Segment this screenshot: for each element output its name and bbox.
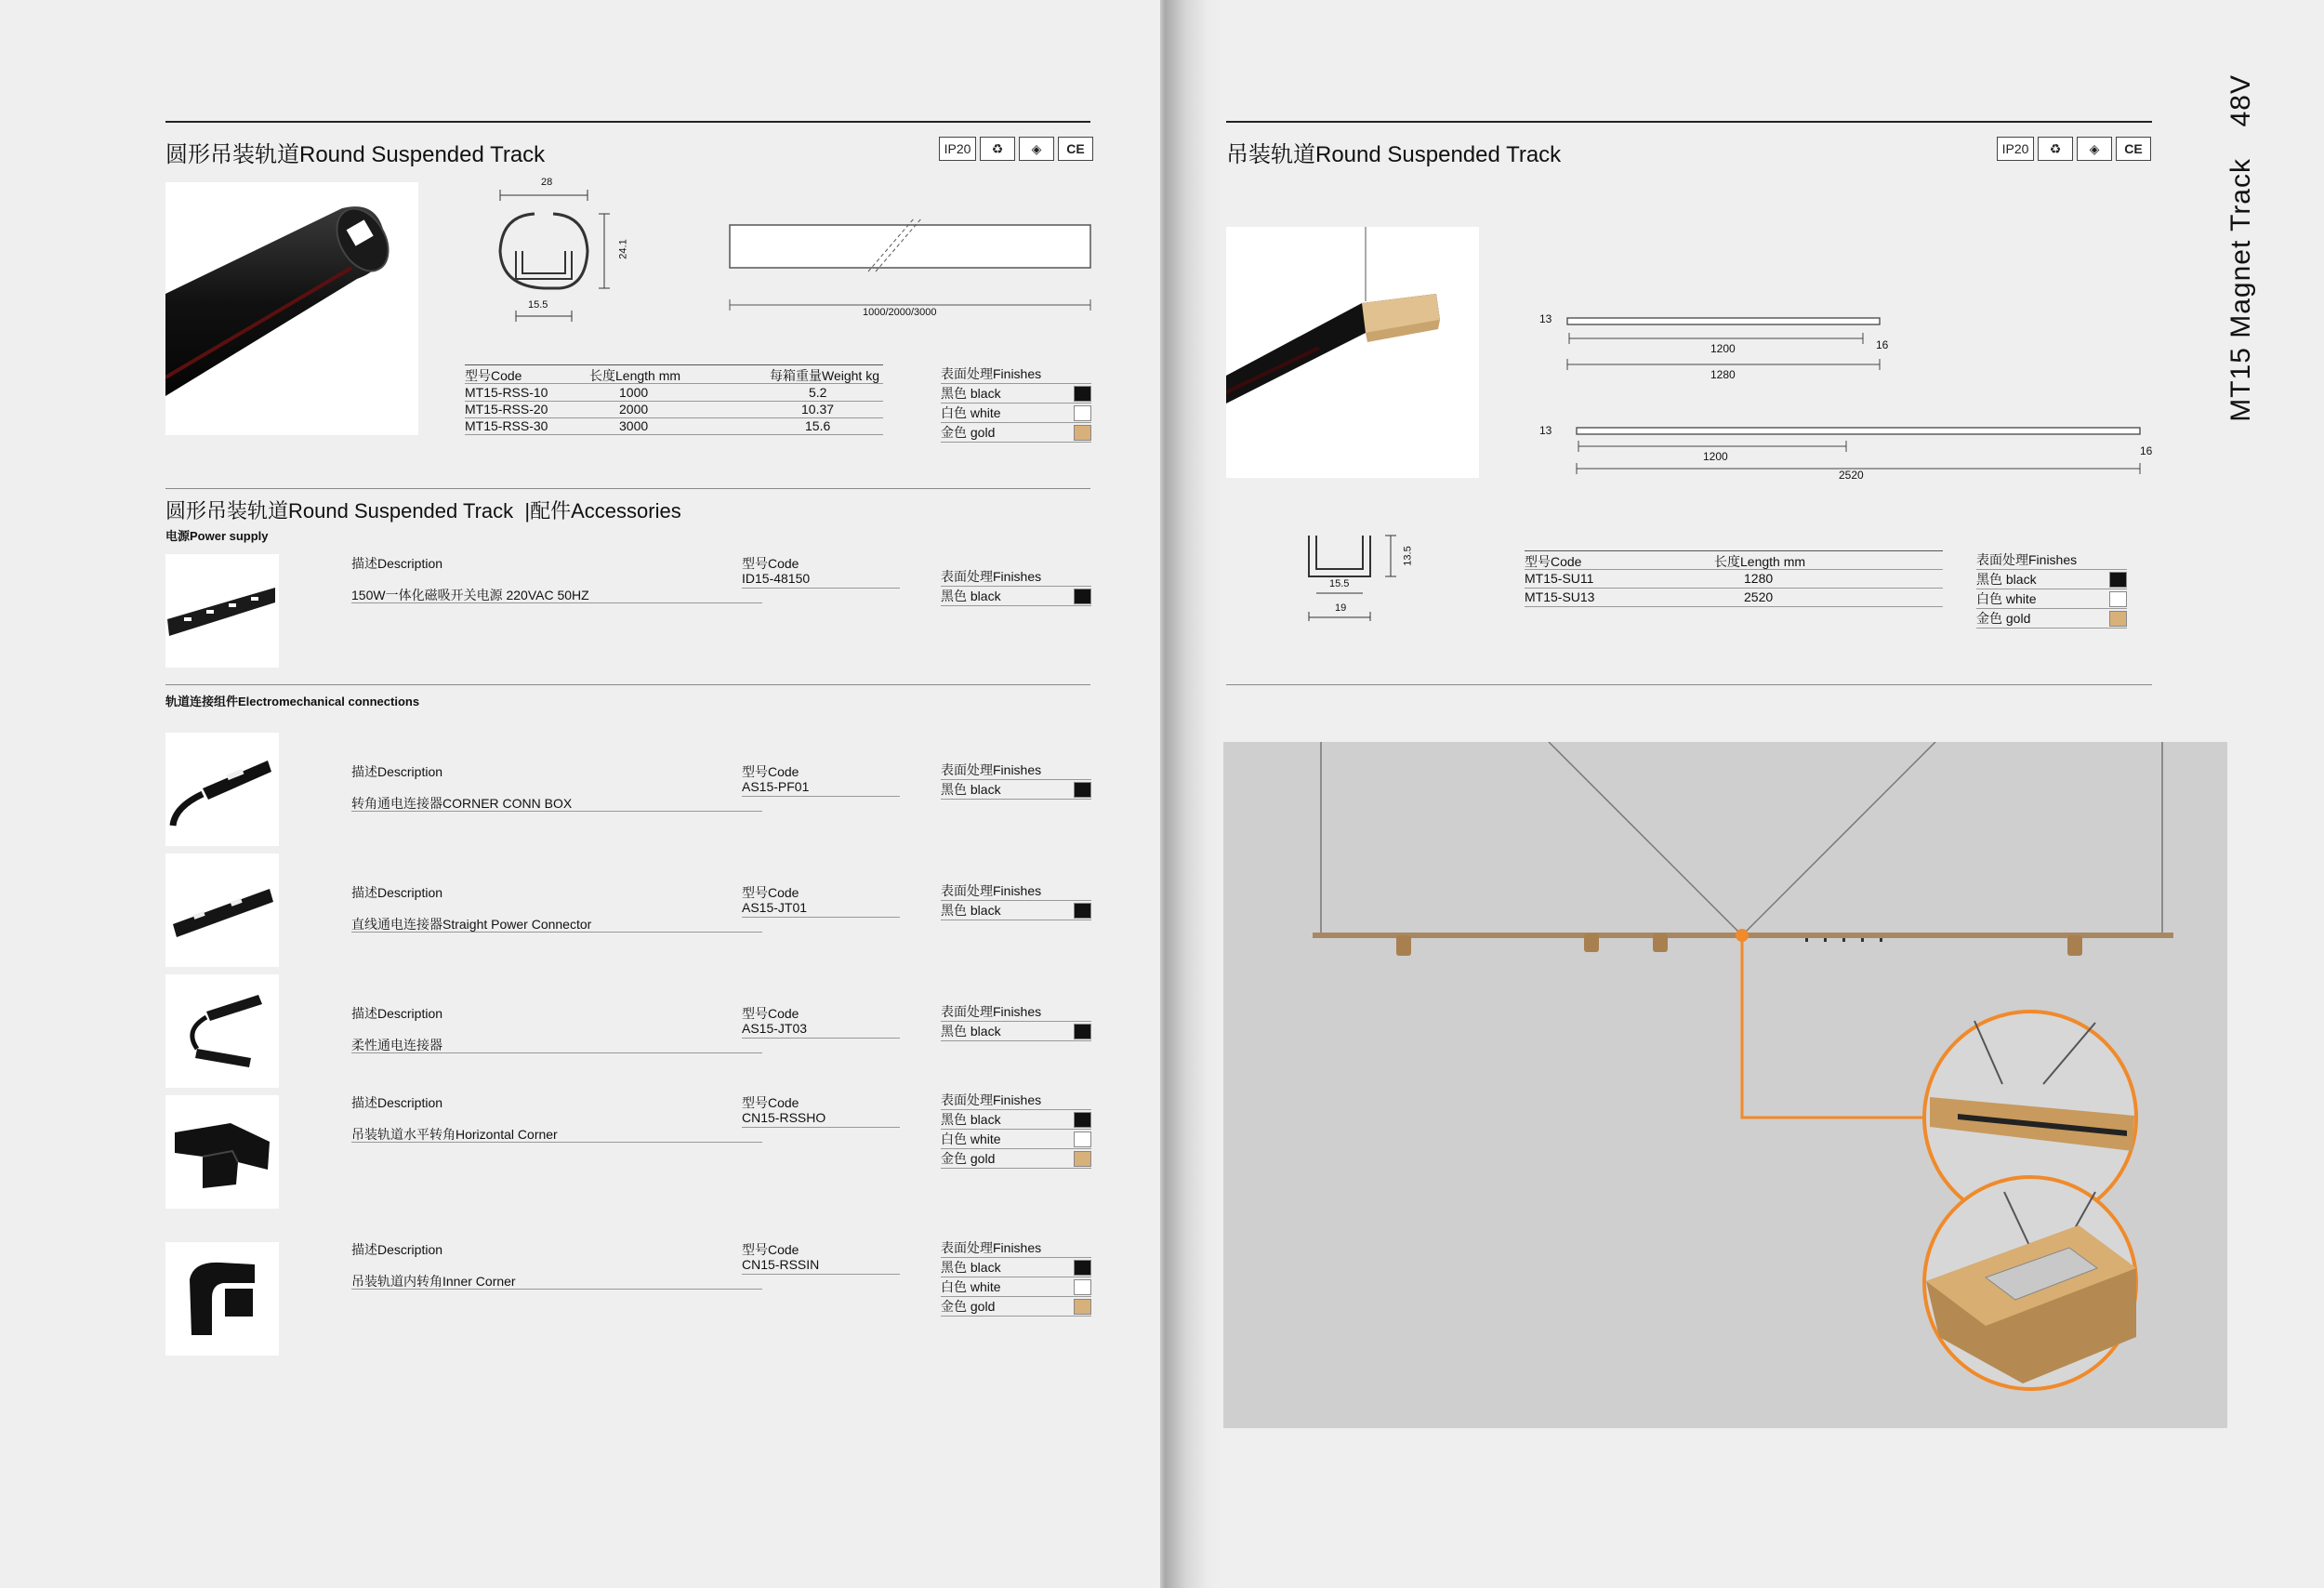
finish-row: 黑色 black <box>941 901 1091 920</box>
finish-row: 黑色 black <box>941 384 1091 404</box>
item-code: ID15-48150 <box>742 571 811 586</box>
su-finishes-table <box>1976 550 2127 629</box>
side-voltage-label: 48V <box>2225 74 2256 127</box>
finish-row: 金色 gold <box>1976 609 2127 629</box>
desc-underline <box>351 1052 762 1053</box>
row-weight: 5.2 <box>809 385 827 400</box>
finishes-header: 表面处理Finishes <box>941 881 1091 901</box>
finishes-table <box>941 364 1091 443</box>
row-code: MT15-SU11 <box>1525 571 1594 586</box>
divider <box>165 488 1090 489</box>
inner-corner-photo <box>165 1242 279 1356</box>
d1-height: 13 <box>1539 312 1552 325</box>
finish-row: 白色 white <box>941 1277 1091 1297</box>
finishes-header: 表面处理Finishes <box>941 1091 1091 1110</box>
item-desc: 柔性通电连接器 <box>351 1038 442 1052</box>
code-header: 型号Code <box>742 1095 799 1110</box>
length-label: 1000/2000/3000 <box>863 307 937 318</box>
desc-header: 描述Description <box>351 764 443 779</box>
finish-row: 黑色 black <box>941 1022 1091 1041</box>
row-code: MT15-RSS-10 <box>465 385 548 400</box>
horizontal-corner-photo <box>165 1095 279 1209</box>
left-page <box>0 0 1160 1588</box>
item-desc: 转角通电连接器CORNER CONN BOX <box>351 796 573 811</box>
corner-conn-box-photo <box>165 733 279 846</box>
power-supply-photo <box>165 554 279 668</box>
row-weight: 10.37 <box>801 402 835 417</box>
desc-underline <box>351 811 762 812</box>
side-product-label: MT15 Magnet Track <box>2225 158 2256 422</box>
finish-row: 金色 gold <box>941 1297 1091 1317</box>
divider <box>165 684 1090 685</box>
track-product-photo <box>165 182 418 435</box>
straight-connector-photo <box>165 854 279 967</box>
profile-inner: 15.5 <box>1329 578 1350 589</box>
d2-end: 16 <box>2140 444 2153 457</box>
d2-inner: 1200 <box>1703 450 1728 463</box>
ip20-badge: IP20 <box>939 137 976 161</box>
finish-row: 黑色 black <box>941 1110 1091 1130</box>
suspended-track-drawings <box>1539 312 2153 489</box>
row-code: MT15-SU13 <box>1525 589 1595 604</box>
code-underline <box>742 1127 900 1128</box>
finishes-table <box>941 1238 1091 1317</box>
item-desc: 吊装轨道水平转角Horizontal Corner <box>351 1127 558 1142</box>
finish-row: 黑色 black <box>1976 570 2127 589</box>
finishes-header: 表面处理Finishes <box>1976 550 2127 570</box>
col-length: 长度Length mm <box>1714 554 1806 569</box>
right-page <box>1223 0 2324 1588</box>
certification-badges <box>939 137 1093 161</box>
finish-row: 黑色 black <box>941 587 1091 606</box>
desc-underline <box>351 1289 762 1290</box>
item-desc: 150W一体化磁吸开关电源 220VAC 50HZ <box>351 588 589 602</box>
code-underline <box>742 1274 900 1275</box>
col-length: 长度Length mm <box>589 368 681 383</box>
ce-badge: CE <box>1058 137 1093 161</box>
code-header: 型号Code <box>742 556 799 571</box>
finishes-table <box>941 881 1091 920</box>
su-profile-drawing <box>1307 530 1428 623</box>
accessories-title: 圆形吊装轨道Round Suspended Track |配件Accessories <box>165 499 681 523</box>
flexible-connector-photo <box>165 974 279 1088</box>
certification-badges <box>1997 137 2151 161</box>
ip20-badge: IP20 <box>1997 137 2034 161</box>
code-header: 型号Code <box>742 1006 799 1021</box>
safety-icon: ◈ <box>1019 137 1054 161</box>
section-title: 圆形吊装轨道Round Suspended Track <box>165 142 546 167</box>
dim-inner: 15.5 <box>528 299 548 311</box>
finish-row: 金色 gold <box>941 423 1091 443</box>
item-code: AS15-PF01 <box>742 779 810 794</box>
desc-header: 描述Description <box>351 556 443 571</box>
d1-end: 16 <box>1876 338 1889 351</box>
code-underline <box>742 917 900 918</box>
row-code: MT15-RSS-20 <box>465 402 548 417</box>
top-rule <box>165 121 1090 123</box>
finishes-header: 表面处理Finishes <box>941 1238 1091 1258</box>
d2-outer: 2520 <box>1839 469 1864 482</box>
col-code: 型号Code <box>465 368 522 383</box>
finishes-header: 表面处理Finishes <box>941 567 1091 587</box>
row-length: 2000 <box>619 402 649 417</box>
col-code: 型号Code <box>1525 554 1582 569</box>
dim-width: 28 <box>541 177 553 188</box>
item-code: CN15-RSSIN <box>742 1257 820 1272</box>
recycle-icon: ♻ <box>980 137 1015 161</box>
finish-row: 白色 white <box>1976 589 2127 609</box>
book-gutter <box>1160 0 1223 1588</box>
item-code: AS15-JT03 <box>742 1021 808 1036</box>
item-desc: 吊装轨道内转角Inner Corner <box>351 1274 516 1289</box>
desc-header: 描述Description <box>351 885 443 900</box>
finish-row: 黑色 black <box>941 1258 1091 1277</box>
profile-drawing <box>483 177 641 325</box>
finishes-table <box>941 761 1091 800</box>
code-underline <box>742 588 900 589</box>
finish-row: 白色 white <box>941 404 1091 423</box>
desc-header: 描述Description <box>351 1242 443 1257</box>
power-supply-label: 电源Power supply <box>165 529 269 543</box>
row-code: MT15-RSS-30 <box>465 418 548 433</box>
finishes-table <box>941 567 1091 606</box>
profile-height: 13.5 <box>1402 546 1414 566</box>
suspended-track-photo <box>1226 227 1479 478</box>
section-title: 吊装轨道Round Suspended Track <box>1226 142 1562 167</box>
finishes-header: 表面处理Finishes <box>941 1002 1091 1022</box>
d1-outer: 1280 <box>1710 368 1736 381</box>
row-length: 1000 <box>619 385 649 400</box>
finishes-table <box>941 1002 1091 1041</box>
profile-width: 19 <box>1335 602 1347 614</box>
finish-row: 金色 gold <box>941 1149 1091 1169</box>
desc-underline <box>351 932 762 933</box>
desc-header: 描述Description <box>351 1006 443 1021</box>
finish-row: 白色 white <box>941 1130 1091 1149</box>
length-drawing <box>729 214 1091 325</box>
row-length: 2520 <box>1744 589 1774 604</box>
finishes-table <box>941 1091 1091 1169</box>
desc-underline <box>351 1142 762 1143</box>
safety-icon: ◈ <box>2077 137 2112 161</box>
finishes-header: 表面处理Finishes <box>941 364 1091 384</box>
d1-inner: 1200 <box>1710 342 1736 355</box>
code-underline <box>742 796 900 797</box>
connections-label: 轨道连接组件Electromechanical connections <box>165 695 420 708</box>
col-weight: 每箱重量Weight kg <box>770 368 879 383</box>
ce-badge: CE <box>2116 137 2151 161</box>
dim-height: 24.1 <box>617 239 629 259</box>
row-length: 3000 <box>619 418 649 433</box>
divider <box>1226 684 2152 685</box>
code-header: 型号Code <box>742 1242 799 1257</box>
item-code: CN15-RSSHO <box>742 1110 826 1125</box>
d2-height: 13 <box>1539 424 1552 437</box>
desc-underline <box>351 602 762 603</box>
code-header: 型号Code <box>742 885 799 900</box>
code-underline <box>742 1038 900 1039</box>
top-rule <box>1226 121 2152 123</box>
item-code: AS15-JT01 <box>742 900 808 915</box>
finish-row: 黑色 black <box>941 780 1091 800</box>
installation-render <box>1223 742 2227 1428</box>
desc-header: 描述Description <box>351 1095 443 1110</box>
recycle-icon: ♻ <box>2038 137 2073 161</box>
item-desc: 直线通电连接器Straight Power Connector <box>351 917 592 932</box>
row-weight: 15.6 <box>805 418 831 433</box>
code-header: 型号Code <box>742 764 799 779</box>
finishes-header: 表面处理Finishes <box>941 761 1091 780</box>
row-length: 1280 <box>1744 571 1774 586</box>
